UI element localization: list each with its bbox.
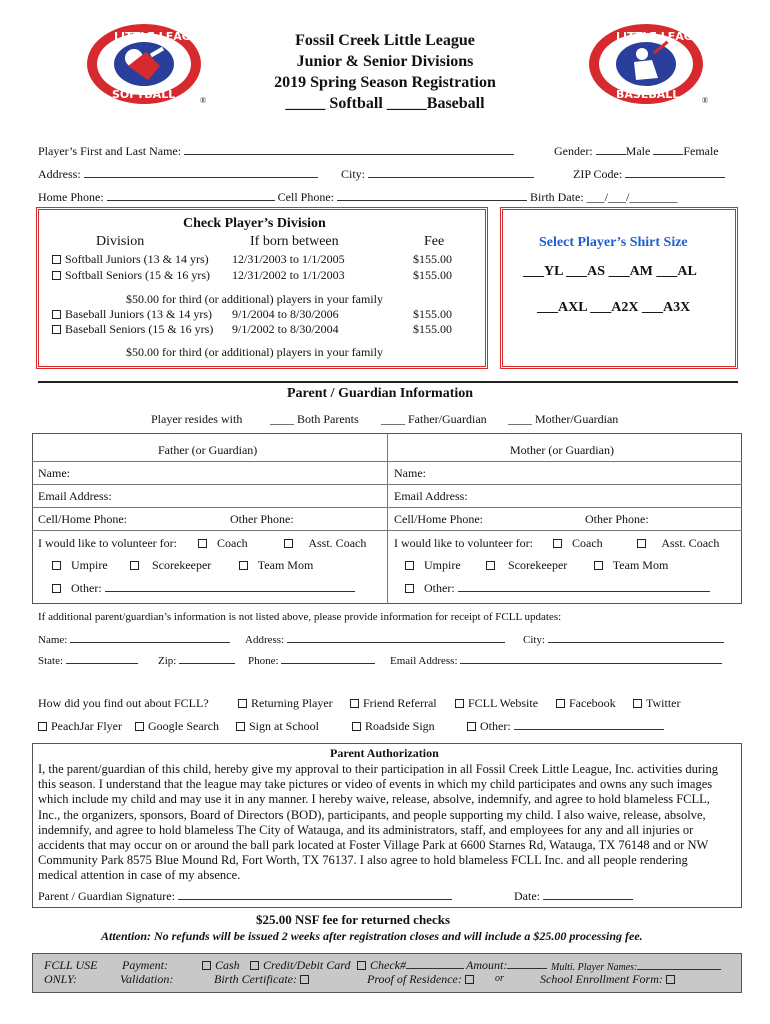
additional-zip-field[interactable]	[179, 653, 235, 664]
gender-female-label: Female	[683, 144, 719, 158]
fcll-only-label: ONLY:	[44, 972, 77, 986]
zip-row	[573, 167, 725, 182]
mother-cell-label[interactable]: Cell/Home Phone:	[394, 512, 483, 526]
additional-state-label: State:	[38, 655, 64, 667]
division-dates: 12/31/2003 to 1/1/2005	[232, 252, 345, 266]
signature-row	[38, 889, 452, 904]
division-fee: $155.00	[413, 322, 452, 336]
option-label: Umpire	[424, 558, 461, 572]
option-label: Twitter	[646, 696, 681, 710]
additional-address-field[interactable]	[287, 632, 505, 643]
grid-line	[32, 484, 742, 485]
additional-city-row	[523, 632, 724, 646]
option-label: Coach	[572, 536, 603, 550]
little-league-softball-logo	[84, 22, 208, 106]
little-league-baseball-logo	[586, 22, 710, 106]
registered-mark: ®	[200, 96, 207, 105]
multi-player-label: Multi. Player Names:	[551, 962, 638, 973]
referral-question: How did you find out about FCLL?	[38, 696, 209, 710]
baseball-seniors-checkbox[interactable]	[52, 325, 61, 334]
city-row	[341, 167, 534, 182]
division-col-fee: Fee	[424, 234, 445, 249]
additional-email-label: Email Address:	[390, 655, 458, 667]
mother-volunteer-asst-coach[interactable]	[637, 536, 719, 551]
shirt-sizes-adult[interactable]: ___AXL ___A2X ___A3X	[537, 300, 691, 315]
referral-peachjar[interactable]	[38, 719, 122, 734]
option-label: Sign at School	[249, 719, 320, 733]
option-label: Google Search	[148, 719, 219, 733]
authorization-line: I, the parent/guardian of this child, hereby give my approval to their participation in all Fossil Creek Little League, Inc. activities during	[38, 762, 719, 776]
softball-logo-top-text: LITTLE LEAGUE	[114, 30, 208, 43]
checkbox[interactable]	[633, 699, 642, 708]
zip-label: ZIP Code:	[573, 167, 623, 181]
softball-logo-bottom-text: SOFTBALL	[112, 88, 176, 101]
baseball-logo-bottom-text: BASEBALL	[616, 88, 680, 101]
additional-zip-label: Zip:	[158, 655, 177, 667]
baseball-blank[interactable]: _____	[386, 95, 427, 112]
father-volunteer-umpire[interactable]	[52, 558, 108, 573]
city-label: City:	[341, 167, 366, 181]
checkbox[interactable]	[352, 722, 361, 731]
authorization-text	[38, 762, 718, 884]
division-fee: $155.00	[413, 252, 452, 266]
division-fee: $155.00	[413, 307, 452, 321]
option-label: Other:	[480, 719, 511, 733]
date-field[interactable]	[543, 889, 633, 900]
amount-label: Amount:	[466, 958, 508, 972]
checkbox[interactable]	[238, 699, 247, 708]
checkbox[interactable]	[52, 584, 61, 593]
grid-line	[32, 461, 742, 462]
option-label: Umpire	[71, 558, 108, 572]
mother-header: Mother (or Guardian)	[510, 443, 614, 457]
checkbox[interactable]	[52, 561, 61, 570]
referral-facebook[interactable]	[556, 696, 616, 711]
checkbox[interactable]	[556, 699, 565, 708]
checkbox[interactable]	[284, 539, 293, 548]
father-volunteer-other[interactable]	[52, 581, 355, 596]
school-enrollment-checkbox[interactable]	[666, 975, 675, 984]
resides-father[interactable]: ____ Father/Guardian	[381, 412, 487, 426]
checkbox[interactable]	[198, 539, 207, 548]
multi-player-field[interactable]	[637, 959, 721, 970]
home-phone-label: Home Phone:	[38, 190, 104, 204]
option-label: Other:	[71, 581, 102, 595]
softball-seniors-row	[52, 268, 210, 283]
division-dates: 9/1/2004 to 8/30/2006	[232, 307, 339, 321]
additional-phone-label: Phone:	[248, 655, 279, 667]
date-row	[514, 889, 633, 904]
division-col-division: Division	[96, 234, 145, 249]
shirt-size-title: Select Player’s Shirt Size	[539, 235, 688, 250]
option-label: PeachJar Flyer	[51, 719, 122, 733]
option-label: FCLL Website	[468, 696, 539, 710]
division-dates: 12/31/2002 to 1/1/2003	[232, 268, 345, 282]
checkbox[interactable]	[357, 961, 366, 970]
mother-volunteer-team-mom[interactable]	[594, 558, 668, 573]
option-label: Check#	[370, 958, 406, 972]
birth-date-label: Birth Date:	[530, 190, 584, 204]
zip-field[interactable]	[625, 167, 725, 178]
checkbox[interactable]	[486, 561, 495, 570]
additional-email-field[interactable]	[460, 653, 722, 664]
sport-selector	[235, 93, 535, 114]
softball-juniors-checkbox[interactable]	[52, 255, 61, 264]
home-phone-row	[38, 190, 677, 205]
player-name-field[interactable]	[184, 144, 514, 155]
referral-friend[interactable]	[350, 696, 437, 711]
additional-city-field[interactable]	[548, 632, 724, 643]
additional-address-label: Address:	[245, 634, 285, 646]
cell-phone-field[interactable]	[337, 190, 527, 201]
referral-sign-at-school[interactable]	[236, 719, 319, 734]
additional-email-row	[390, 653, 722, 667]
mother-email-label[interactable]: Email Address:	[394, 489, 468, 503]
proof-residence-checkbox[interactable]	[465, 975, 474, 984]
division-col-born: If born between	[250, 234, 339, 249]
baseball-seniors-row	[52, 322, 213, 337]
checkbox[interactable]	[202, 961, 211, 970]
checkbox[interactable]	[135, 722, 144, 731]
referral-other-field[interactable]	[514, 719, 664, 730]
parent-grid-divider	[387, 433, 388, 604]
additional-contact-note: If additional parent/guardian’s information is not listed above, please provide information for receipt of FCLL updates:	[38, 611, 562, 623]
grid-line	[32, 507, 742, 508]
cell-phone-label: Cell Phone:	[277, 190, 335, 204]
authorization-line: Community Park 8575 Blue Mound Rd, Fort Worth, TX 76137. I also agree to hold blameless FCLL Inc. and all people rendering	[38, 853, 688, 868]
additional-name-label: Name:	[38, 634, 68, 646]
option-label: Team Mom	[257, 558, 314, 572]
address-row	[38, 167, 318, 182]
additional-player-note-2: $50.00 for third (or additional) players in your family	[126, 345, 383, 359]
father-volunteer-scorekeeper[interactable]	[130, 558, 211, 573]
additional-zip-row	[158, 653, 235, 667]
fcll-payment-label: Payment:	[122, 958, 168, 972]
mother-name-label[interactable]: Name:	[394, 466, 426, 480]
division-name: Baseball Seniors (15 & 16 yrs)	[65, 322, 214, 336]
baseball-logo-top-text: LITTLE LEAGUE	[616, 30, 710, 43]
home-phone-field[interactable]	[107, 190, 275, 201]
additional-state-row	[38, 653, 138, 667]
title-line-1: Fossil Creek Little League	[295, 32, 475, 49]
player-name-label: Player’s First and Last Name:	[38, 144, 182, 158]
option-label: Asst. Coach	[661, 536, 720, 550]
additional-phone-field[interactable]	[281, 653, 375, 664]
birth-date-field[interactable]: ___/___/________	[586, 190, 678, 204]
referral-returning-player[interactable]	[238, 696, 333, 711]
father-volunteer-coach[interactable]	[198, 536, 248, 551]
parent-section-title: Parent / Guardian Information	[287, 386, 474, 401]
additional-name-field[interactable]	[70, 632, 230, 643]
checkbox[interactable]	[350, 699, 359, 708]
fcll-cash[interactable]	[202, 958, 240, 973]
mother-volunteer-label: I would like to volunteer for:	[394, 536, 533, 550]
check-number-field[interactable]	[406, 958, 464, 969]
resides-label: Player resides with	[151, 412, 243, 426]
checkbox[interactable]	[405, 561, 414, 570]
father-other-field[interactable]	[105, 581, 355, 592]
fcll-check[interactable]	[357, 958, 464, 973]
referral-other[interactable]	[467, 719, 664, 734]
additional-state-field[interactable]	[66, 653, 138, 664]
father-name-label[interactable]: Name:	[38, 466, 70, 480]
checkbox[interactable]	[553, 539, 562, 548]
option-label: Returning Player	[251, 696, 333, 710]
referral-google[interactable]	[135, 719, 219, 734]
father-volunteer-asst-coach[interactable]	[284, 536, 366, 551]
checkbox[interactable]	[455, 699, 464, 708]
checkbox[interactable]	[130, 561, 139, 570]
title-line-3: 2019 Spring Season Registration	[274, 74, 496, 91]
school-enrollment-label: School Enrollment Form:	[540, 972, 663, 986]
checkbox[interactable]	[239, 561, 248, 570]
authorization-line: which include my child and may use it in any manner. I hereby waive, release, absolve, indemnify, and agree to hold blameless FCLL,	[38, 792, 710, 807]
authorization-line: this season. I understand that the league may take pictures or video of events in which my child participates and owns any such images	[38, 777, 713, 792]
page-title	[235, 30, 535, 114]
option-label: Credit/Debit Card	[263, 958, 351, 972]
fcll-amount	[466, 958, 547, 973]
father-cell-label[interactable]: Cell/Home Phone:	[38, 512, 127, 526]
division-name: Softball Juniors (13 & 14 yrs)	[65, 252, 209, 266]
option-label: Scorekeeper	[508, 558, 568, 572]
authorization-line: indemnify, and agree to hold blameless The City of Watauga, and its administrators, staff, and employees for any and all injuries or	[38, 822, 694, 837]
division-fee: $155.00	[413, 268, 452, 282]
softball-blank[interactable]: _____	[285, 95, 326, 112]
mother-other-field[interactable]	[458, 581, 710, 592]
gender-male-label: Male	[625, 144, 651, 158]
baseball-juniors-row	[52, 307, 212, 322]
option-label: Friend Referral	[363, 696, 437, 710]
additional-address-row	[245, 632, 505, 646]
fcll-use-label: FCLL USE	[44, 958, 98, 972]
additional-player-note-1: $50.00 for third (or additional) players in your family	[126, 292, 383, 306]
registered-mark-right: ®	[702, 96, 709, 105]
checkbox[interactable]	[467, 722, 476, 731]
signature-field[interactable]	[178, 889, 452, 900]
address-field[interactable]	[84, 167, 318, 178]
resides-mother[interactable]: ____ Mother/Guardian	[508, 412, 619, 426]
address-label: Address:	[38, 167, 81, 181]
division-title: Check Player’s Division	[183, 216, 326, 231]
authorization-line: Inc., the organizers, sponsors, Board of Directors (BOD), participants, and people supporting my child. I also waive, release, absolve,	[38, 807, 706, 822]
fcll-or: or	[495, 973, 504, 984]
nsf-fee-notice: $25.00 NSF fee for returned checks	[256, 912, 451, 927]
birth-cert-checkbox[interactable]	[300, 975, 309, 984]
player-name-row	[38, 144, 514, 159]
fcll-validation-label: Validation:	[120, 972, 174, 986]
option-label: Asst. Coach	[308, 536, 367, 550]
father-email-label[interactable]: Email Address:	[38, 489, 112, 503]
option-label: Roadside Sign	[365, 719, 435, 733]
section-divider	[38, 381, 738, 383]
option-label: Coach	[217, 536, 248, 550]
option-label: Facebook	[569, 696, 616, 710]
fcll-multi-player	[551, 959, 721, 973]
baseball-label: Baseball	[426, 95, 485, 112]
checkbox[interactable]	[236, 722, 245, 731]
authorization-line: medical attention in case of my absence.	[38, 868, 241, 883]
refund-policy: Attention: No refunds will be issued 2 weeks after registration closes and will include a $25.00 processing fee.	[101, 929, 643, 943]
gender-row	[554, 144, 719, 159]
shirt-sizes-youth[interactable]: ___YL ___AS ___AM ___AL	[523, 264, 697, 279]
shirt-size-box	[500, 207, 738, 369]
additional-phone-row	[248, 653, 375, 667]
division-name: Baseball Juniors (13 & 14 yrs)	[65, 307, 212, 321]
mother-volunteer-coach[interactable]	[553, 536, 603, 551]
checkbox[interactable]	[250, 961, 259, 970]
softball-seniors-checkbox[interactable]	[52, 271, 61, 280]
option-label: Other:	[424, 581, 455, 595]
amount-field[interactable]	[507, 958, 547, 969]
mother-volunteer-umpire[interactable]	[405, 558, 461, 573]
referral-website[interactable]	[455, 696, 538, 711]
signature-label: Parent / Guardian Signature:	[38, 889, 175, 903]
fcll-school-enrollment	[540, 972, 679, 987]
option-label: Team Mom	[612, 558, 669, 572]
father-header: Father (or Guardian)	[158, 443, 258, 457]
gender-male-blank[interactable]	[596, 144, 626, 155]
softball-label: Softball	[329, 95, 383, 112]
father-volunteer-label: I would like to volunteer for:	[38, 536, 177, 550]
gender-female-blank[interactable]	[653, 144, 683, 155]
authorization-title: Parent Authorization	[330, 746, 439, 760]
referral-twitter[interactable]	[633, 696, 680, 711]
option-label: Scorekeeper	[152, 558, 212, 572]
baseball-juniors-checkbox[interactable]	[52, 310, 61, 319]
birth-cert-label: Birth Certificate:	[214, 972, 297, 986]
softball-juniors-row	[52, 252, 209, 267]
authorization-line: accidents that may occur on or around the ball park located at Foster Village Park at 6600 Starnes Rd, Watauga, TX 76148 and or NW	[38, 838, 709, 853]
division-name: Softball Seniors (15 & 16 yrs)	[65, 268, 210, 282]
mother-other-phone-label[interactable]: Other Phone:	[585, 512, 649, 526]
title-line-2: Junior & Senior Divisions	[296, 53, 474, 70]
date-label: Date:	[514, 889, 540, 903]
city-field[interactable]	[368, 167, 534, 178]
additional-city-label: City:	[523, 634, 546, 646]
checkbox[interactable]	[594, 561, 603, 570]
fcll-credit[interactable]	[250, 958, 350, 973]
checkbox[interactable]	[38, 722, 47, 731]
grid-line	[32, 530, 742, 531]
father-volunteer-team-mom[interactable]	[239, 558, 313, 573]
mother-volunteer-other[interactable]	[405, 581, 710, 596]
proof-residence-label: Proof of Residence:	[367, 972, 462, 986]
checkbox[interactable]	[637, 539, 646, 548]
mother-volunteer-scorekeeper[interactable]	[486, 558, 567, 573]
option-label: Cash	[215, 958, 240, 972]
additional-name-row	[38, 632, 230, 646]
checkbox[interactable]	[405, 584, 414, 593]
father-other-phone-label[interactable]: Other Phone:	[230, 512, 294, 526]
gender-label: Gender:	[554, 144, 593, 158]
fcll-birth-cert	[214, 972, 313, 987]
resides-both-parents[interactable]: ____ Both Parents	[270, 412, 359, 426]
division-dates: 9/1/2002 to 8/30/2004	[232, 322, 339, 336]
referral-roadside-sign[interactable]	[352, 719, 435, 734]
fcll-proof-residence	[367, 972, 478, 987]
